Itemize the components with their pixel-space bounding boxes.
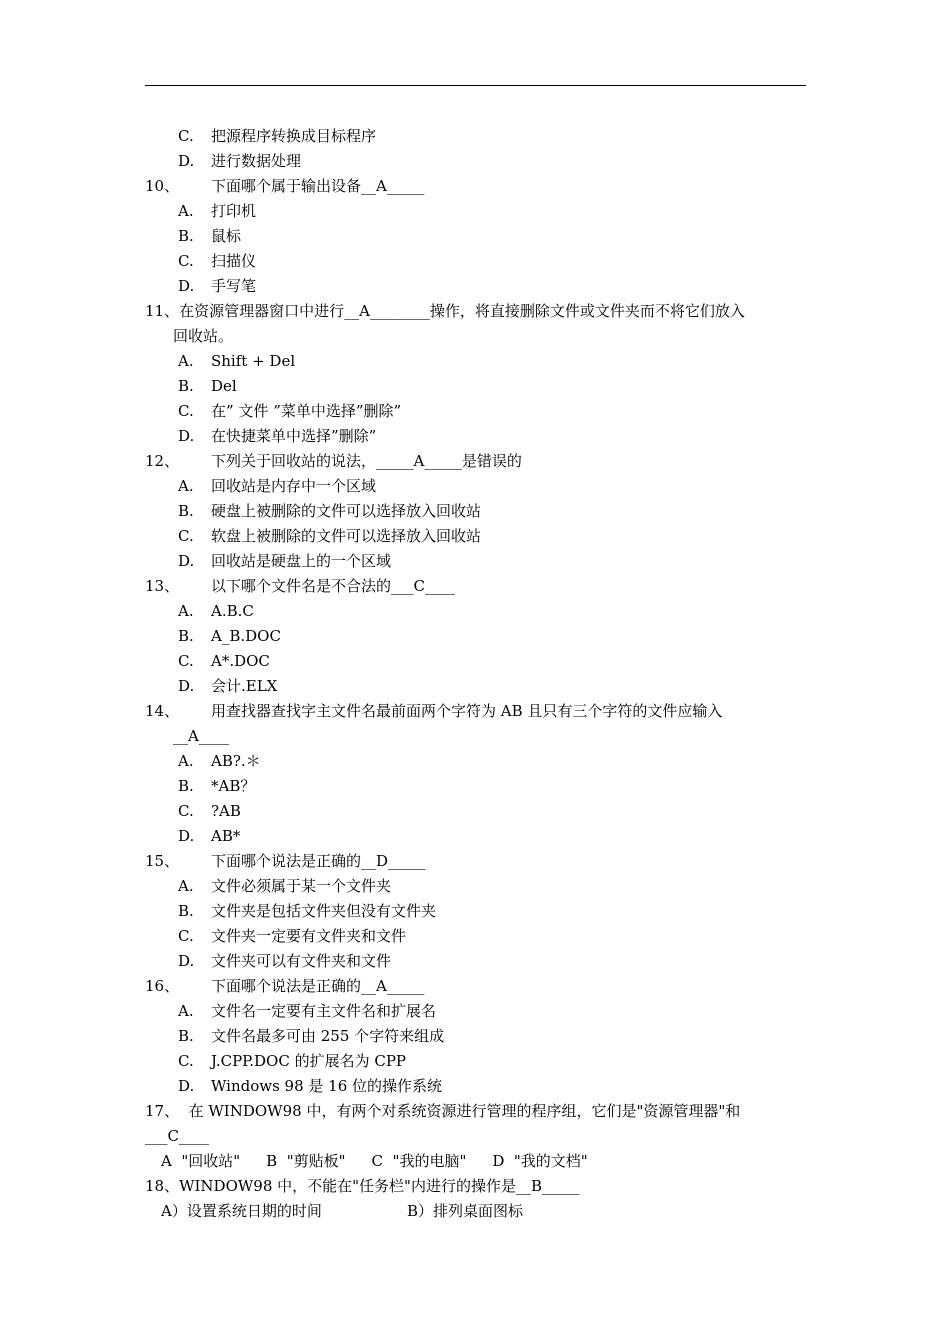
option-18b: B）排列桌面图标 xyxy=(407,1202,524,1220)
option-15c: C. 文件夹一定要有文件夹和文件 xyxy=(178,927,407,945)
options-18 xyxy=(145,1199,806,1224)
question-17-line1: 17、 在 WINDOW98 中，有两个对系统资源进行管理的程序组，它们是"资源管理器"和 xyxy=(145,1102,741,1120)
option-12a: A. 回收站是内存中一个区域 xyxy=(178,477,377,495)
option-13b: B. A_B.DOC xyxy=(178,627,281,645)
header-rule xyxy=(145,85,806,86)
option-16d: D. Windows 98 是 16 位的操作系统 xyxy=(178,1077,443,1095)
option-12d: D. 回收站是硬盘上的一个区域 xyxy=(178,552,392,570)
option-14d: D. AB* xyxy=(178,827,241,845)
option-9c: C. 把源程序转换成目标程序 xyxy=(178,127,377,145)
option-11d: D. 在快捷菜单中选择”删除” xyxy=(178,427,377,445)
option-14b: B. *AB？ xyxy=(178,777,256,795)
option-9d: D. 进行数据处理 xyxy=(178,152,302,170)
option-13d: D. 会计.ELX xyxy=(178,677,278,695)
option-18a: A）设置系统日期的时间 xyxy=(161,1202,322,1220)
option-11b: B. Del xyxy=(178,377,237,395)
question-10: 10、 下面哪个属于输出设备__A_____ xyxy=(145,177,425,195)
option-16c: C. J.CPP.DOC 的扩展名为 CPP xyxy=(178,1052,407,1070)
question-11-line2: 回收站。 xyxy=(173,327,234,345)
question-17-line2: ___C____ xyxy=(145,1127,209,1145)
option-15a: A. 文件必须属于某一个文件夹 xyxy=(178,877,392,895)
question-18: 18、WINDOW98 中，不能在"任务栏"内进行的操作是__B_____ xyxy=(145,1177,580,1195)
option-16b: B. 文件名最多可由 255 个字符来组成 xyxy=(178,1027,445,1045)
option-11c: C. 在” 文件 ”菜单中选择”删除” xyxy=(178,402,402,420)
option-14c: C. ?AB xyxy=(178,802,241,820)
question-15: 15、 下面哪个说法是正确的__D_____ xyxy=(145,852,426,870)
question-12: 12、 下列关于回收站的说法，_____A_____是错误的 xyxy=(145,452,522,470)
option-15d: D. 文件夹可以有文件夹和文件 xyxy=(178,952,392,970)
option-12b: B. 硬盘上被删除的文件可以选择放入回收站 xyxy=(178,502,482,520)
option-11a: A. Shift + Del xyxy=(178,352,296,370)
option-16a: A. 文件名一定要有主文件名和扩展名 xyxy=(178,1002,437,1020)
option-17b: B "剪贴板" xyxy=(266,1152,346,1170)
option-13c: C. A*.DOC xyxy=(178,652,270,670)
question-11-line1: 11、在资源管理器窗口中进行__A________操作，将直接删除文件或文件夹而不将它们放入 xyxy=(145,302,745,320)
option-13a: A. A.B.C xyxy=(178,602,254,620)
question-14-line2: __A____ xyxy=(173,727,229,745)
option-17d: D "我的文档" xyxy=(492,1152,588,1170)
option-17c: C "我的电脑" xyxy=(371,1152,467,1170)
option-15b: B. 文件夹是包括文件夹但没有文件夹 xyxy=(178,902,437,920)
option-10d: D. 手写笔 xyxy=(178,277,257,295)
option-10a: A. 打印机 xyxy=(178,202,257,220)
option-12c: C. 软盘上被删除的文件可以选择放入回收站 xyxy=(178,527,482,545)
option-14a: A. AB?.＊ xyxy=(178,752,261,770)
options-17 xyxy=(145,1149,806,1174)
question-14-line1: 14、 用查找器查找字主文件名最前面两个字符为 AB 且只有三个字符的文件应输入 xyxy=(145,702,723,720)
option-10b: B. 鼠标 xyxy=(178,227,242,245)
question-13: 13、 以下哪个文件名是不合法的___C____ xyxy=(145,577,455,595)
document-body xyxy=(145,124,806,1224)
question-16: 16、 下面哪个说法是正确的__A_____ xyxy=(145,977,425,995)
option-17a: A "回收站" xyxy=(161,1152,241,1170)
option-10c: C. 扫描仪 xyxy=(178,252,257,270)
